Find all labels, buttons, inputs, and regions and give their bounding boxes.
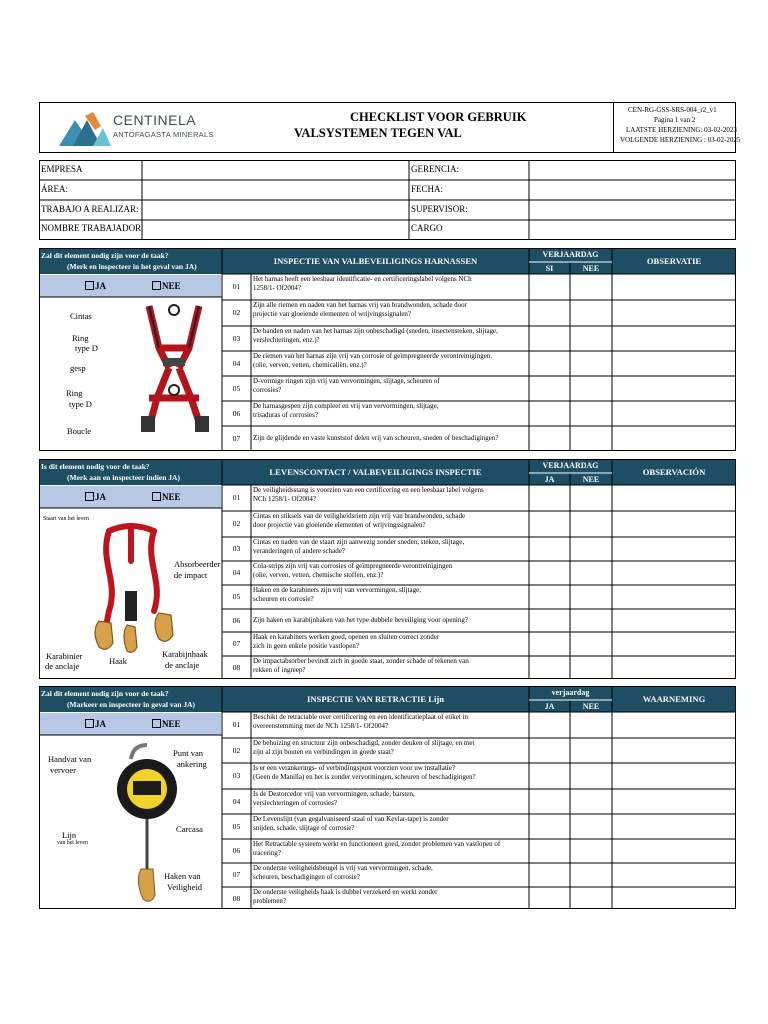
item-text: De veiligheidsstang is voorzien van een certificering en een leesbaar label volgens NCh 1258/1- Of2004? (253, 486, 484, 503)
item-no-cell[interactable] (571, 657, 611, 679)
item-no-cell[interactable] (571, 427, 611, 450)
option-yes-box-icon (85, 281, 94, 290)
expired-header: VERJAARDAG (542, 250, 599, 259)
item-number: 02 (232, 519, 241, 528)
item-no-cell[interactable] (571, 275, 611, 299)
option-yes[interactable]: JA (85, 719, 106, 729)
item-no-cell[interactable] (571, 864, 611, 886)
item-observation-cell[interactable] (613, 327, 735, 350)
item-yes-cell[interactable] (530, 657, 569, 679)
item-no-cell[interactable] (571, 486, 611, 510)
item-number: 03 (232, 334, 241, 343)
info-grid (39, 160, 736, 240)
item-yes-cell[interactable] (530, 888, 569, 910)
harness-illustration (119, 298, 229, 450)
section-question: Zal dit element nodig zijn voor de taak? (41, 251, 169, 260)
item-no-cell[interactable] (571, 633, 611, 655)
item-number: 01 (232, 282, 241, 291)
item-observation-cell[interactable] (613, 402, 735, 425)
cargo-field[interactable] (530, 221, 735, 239)
label-punt-1: Punt van (173, 748, 203, 758)
label-punt-2: ankering (177, 759, 207, 769)
item-yes-cell[interactable] (530, 538, 569, 560)
label-haak: Haak (109, 656, 127, 666)
item-observation-cell[interactable] (613, 275, 735, 299)
header-divider-right (613, 102, 614, 153)
supervisor-field[interactable] (530, 201, 735, 219)
label-lijn: Lijn (62, 830, 77, 840)
option-yes[interactable]: JA (85, 281, 106, 291)
item-observation-cell[interactable] (613, 427, 735, 450)
item-observation-cell[interactable] (613, 301, 735, 325)
observation-header: WAARNEMING (642, 694, 706, 704)
item-observation-cell[interactable] (613, 562, 735, 584)
item-text: Beschikt de retractable over certificering en een identificatieplaat of etiket in overeenstemming met de NCh 1258/1- Of2004? (253, 713, 468, 730)
doc-last-revision: LAATSTE HERZIENING: 03-02-2023 (626, 126, 737, 134)
item-text: Zijn de glijdende en vaste kunststof delen vrij van scheuren, sneden of beschadigingen? (253, 434, 499, 442)
item-number: 05 (232, 592, 241, 601)
trabajo-field[interactable] (143, 201, 408, 219)
item-yes-cell[interactable] (530, 427, 569, 450)
section-title: INSPECTIE VAN VALBEVEILIGINGS HARNASSEN (273, 256, 478, 266)
item-number: 01 (232, 720, 241, 729)
item-no-cell[interactable] (571, 610, 611, 631)
item-yes-cell[interactable] (530, 864, 569, 886)
label-cintas: Cintas (70, 311, 92, 321)
item-number: 06 (232, 409, 241, 418)
doc-code: CEN-RG-GSS-SRS-004_r2_v1 (628, 106, 717, 114)
item-yes-cell[interactable] (530, 610, 569, 631)
item-number: 02 (232, 308, 241, 317)
item-number: 05 (232, 822, 241, 831)
item-observation-cell[interactable] (613, 657, 735, 679)
option-no[interactable]: NEE (152, 719, 181, 729)
item-number: 08 (232, 894, 241, 903)
item-observation-cell[interactable] (613, 790, 735, 813)
item-yes-cell[interactable] (530, 815, 569, 838)
section-harness (39, 248, 736, 451)
item-text: Het Retractable systeem werkt en functioneert goed, zonder problemen van vastlopen of tracering? (253, 840, 501, 857)
label-handvat-1: Handvat van (48, 754, 92, 764)
doc-page: Pagina 1 van 2 (654, 116, 696, 124)
section-question: Zal dit element nodig zijn voor de taak? (41, 689, 169, 698)
section-question-hint: (Merk en inspecteer in het geval van JA) (67, 262, 197, 271)
doc-next-revision: VOLGENDE HERZIENING : 03-02-2025 (620, 136, 741, 144)
section-question-hint: (Markeer en inspecteer in geval van JA) (67, 700, 196, 709)
label-ring-d-1b: type D (75, 343, 98, 353)
item-no-cell[interactable] (571, 352, 611, 375)
item-no-cell[interactable] (571, 586, 611, 608)
item-no-cell[interactable] (571, 713, 611, 737)
section-question: Is dit element nodig voor de taak? (41, 462, 150, 471)
empresa-field[interactable] (143, 161, 408, 179)
item-text: De harnasgespen zijn compleet en vrij van vervormingen, slijtage, trisaduras of corrosies? (253, 402, 439, 419)
item-observation-cell[interactable] (613, 610, 735, 631)
nombre-label: NOMBRE TRABAJADOR (41, 223, 142, 233)
fecha-field[interactable] (530, 181, 735, 199)
section-lanyard (39, 459, 736, 679)
item-observation-cell[interactable] (613, 586, 735, 608)
item-yes-cell[interactable] (530, 486, 569, 510)
item-text: Cintas en naden van de staart zijn aanwezig zonder sneden, steken, slijtage, veranderingen of andere schade? (253, 538, 465, 555)
label-boucle: Boucle (67, 426, 92, 436)
option-yes-box-icon (85, 719, 94, 728)
item-yes-cell[interactable] (530, 562, 569, 584)
label-karabiner-2b: de anclaje (165, 660, 200, 670)
item-text: Zijn haken en karabijnhaken van het type dubbele beveiliging voor opening? (253, 616, 468, 624)
label-staart: Staart van het leven (43, 516, 89, 522)
item-observation-cell[interactable] (613, 764, 735, 788)
expired-header: VERJAARDAG (542, 461, 599, 470)
no-column-header: NEE (582, 475, 600, 484)
label-karabiner-1b: de anclaje (45, 661, 80, 671)
label-ring-d-2b: type D (69, 399, 92, 409)
item-text: De onderste veiligheidsbeugel is vrij van vervormingen, schade, scheuren, beschadigingen of corrosie? (253, 864, 433, 881)
area-field[interactable] (143, 181, 408, 199)
item-observation-cell[interactable] (613, 815, 735, 838)
item-text: De Levenslijn (van gegalvaniseerd staal of van Kevlar-tape) is zonder snijden, schade, slijtage of corrosie? (253, 815, 449, 832)
item-no-cell[interactable] (571, 562, 611, 584)
label-karabiner-1a: Karabinier (46, 651, 83, 661)
item-observation-cell[interactable] (613, 377, 735, 400)
doc-title-line1: CHECKLIST VOOR GEBRUIK (350, 110, 527, 124)
item-yes-cell[interactable] (530, 275, 569, 299)
item-no-cell[interactable] (571, 327, 611, 350)
observation-header: OBSERVACIÓN (642, 467, 706, 477)
label-carcasa: Carcasa (176, 824, 203, 834)
item-no-cell[interactable] (571, 402, 611, 425)
item-text: Haak en karabiners werken goed, openen en sluiten correct zonder zich in geen enkele positie vastlopen? (253, 633, 440, 650)
section-question-hint: (Merk aan en inspecteer indien JA) (67, 473, 180, 482)
item-observation-cell[interactable] (613, 352, 735, 375)
item-yes-cell[interactable] (530, 739, 569, 762)
item-yes-cell[interactable] (530, 790, 569, 813)
item-text: Haken en de karabiners zijn vrij van vervormingen, slijtage, scheuren en corrosie? (253, 586, 421, 603)
item-text: De impactabsorber bevindt zich in goede staat, zonder schade of tekenen van rekken of ingreep? (253, 657, 469, 674)
item-yes-cell[interactable] (530, 713, 569, 737)
option-no[interactable]: NEE (152, 492, 181, 502)
label-haken-1: Haken van (164, 871, 201, 881)
trabajo-label: TRABAJO A REALIZAR: (41, 204, 139, 214)
item-number: 04 (232, 797, 241, 806)
item-observation-cell[interactable] (613, 633, 735, 655)
section-title: LEVENSCONTACT / VALBEVEILIGINGS INSPECTIE (269, 467, 482, 477)
supervisor-label: SUPERVISOR: (411, 204, 468, 214)
item-observation-cell[interactable] (613, 538, 735, 560)
cargo-label: CARGO (411, 223, 443, 233)
item-observation-cell[interactable] (613, 864, 735, 886)
item-no-cell[interactable] (571, 888, 611, 910)
item-observation-cell[interactable] (613, 512, 735, 536)
area-label: ÁREA: (41, 184, 68, 194)
gerencia-field[interactable] (530, 161, 735, 179)
item-observation-cell[interactable] (613, 888, 735, 910)
item-number: 02 (232, 746, 241, 755)
option-no-box-icon (152, 281, 161, 290)
item-number: 07 (232, 870, 241, 879)
item-text: Zijn alle riemen en naden van het harnas vrij van brandwonden, schade door projectie van gloeiende elementen of wrijvingssignalen? (253, 301, 468, 318)
logo-mark-icon (55, 108, 115, 148)
item-number: 08 (232, 663, 241, 672)
nombre-field[interactable] (143, 221, 408, 239)
item-no-cell[interactable] (571, 840, 611, 862)
item-text: De onderste veiligheids haak is dubbel verzekerd en werkt zonder problemen? (253, 888, 438, 905)
label-ring-d-1a: Ring (72, 333, 89, 343)
fecha-label: FECHA: (411, 184, 444, 194)
item-text: Cintas en stiksels van de veiligheidsriem zijn vrij van brandwonden, schade door projectie van gloeiende elementen of wrijvingssignalen? (253, 512, 466, 529)
yes-column-header: SI (545, 264, 554, 273)
centinela-logo (55, 108, 215, 148)
item-text: De banden en naden van het harnas zijn onbeschadigd (sneden, insectensteken, slijtage, verslechteringen, enz.)? (253, 327, 498, 344)
item-no-cell[interactable] (571, 815, 611, 838)
item-text: Is er een verankerings- of verbindingspunt voorzien voor uw installatie? (Geen de Manilla) en het is zonder vervormingen, scheuren of beschadigingen? (253, 764, 476, 781)
item-yes-cell[interactable] (530, 352, 569, 375)
label-lijn-sub: van het leven (57, 840, 88, 846)
item-yes-cell[interactable] (530, 633, 569, 655)
item-yes-cell[interactable] (530, 327, 569, 350)
item-number: 06 (232, 846, 241, 855)
lanyard-illustration (79, 521, 204, 656)
label-ring-d-2a: Ring (66, 388, 83, 398)
item-yes-cell[interactable] (530, 402, 569, 425)
logo-sub: ANTOFAGASTA MINERALS (113, 130, 214, 139)
option-yes[interactable]: JA (85, 492, 106, 502)
item-no-cell[interactable] (571, 512, 611, 536)
item-yes-cell[interactable] (530, 764, 569, 788)
option-no-box-icon (152, 719, 161, 728)
label-absorber-2: de impact (174, 570, 208, 580)
item-yes-cell[interactable] (530, 301, 569, 325)
item-text: D-vormige ringen zijn vrij van vervormingen, slijtage, scheuren of corrosies? (253, 377, 440, 394)
item-number: 03 (232, 544, 241, 553)
expired-header: verjaardag (551, 688, 590, 697)
item-number: 04 (232, 359, 241, 368)
item-no-cell[interactable] (571, 764, 611, 788)
item-text: Het harnas heeft een leesbaar identificatie- en certificeringslabel volgens NCh 1258/1- Of2004? (253, 275, 472, 292)
item-number: 01 (232, 493, 241, 502)
item-yes-cell[interactable] (530, 840, 569, 862)
option-yes-box-icon (85, 492, 94, 501)
item-yes-cell[interactable] (530, 512, 569, 536)
label-karabiner-2a: Karabijnhaak (162, 649, 208, 659)
label-haken-2: Veiligheid (167, 882, 202, 892)
logo-name: CENTINELA (113, 112, 197, 128)
yes-column-header: JA (544, 702, 555, 711)
item-no-cell[interactable] (571, 739, 611, 762)
item-text: Is de Destorcedor vrij van vervormingen, schade, barsten, verslechteringen of corrosies? (253, 790, 415, 807)
item-observation-cell[interactable] (613, 739, 735, 762)
empresa-label: EMPRESA (41, 164, 83, 174)
observation-header: OBSERVATIE (646, 256, 702, 266)
item-no-cell[interactable] (571, 377, 611, 400)
item-observation-cell[interactable] (613, 840, 735, 862)
item-observation-cell[interactable] (613, 486, 735, 510)
option-no[interactable]: NEE (152, 281, 181, 291)
no-column-header: NEE (582, 264, 600, 273)
item-number: 07 (232, 434, 241, 443)
label-absorber-1: Absorbeerder (174, 559, 221, 569)
item-number: 04 (232, 568, 241, 577)
item-text: De behuizing en structuur zijn onbeschadigd, zonder deuken of slijtage, en met zijn al zijn bouten en verbindingen in goede staat? (253, 739, 475, 756)
item-text: De riemen van het harnas zijn vrij van corrosie of geïmpregneerde verontreinigingen. (olie, verven, vetten, chemicaliën, enz.)? (253, 352, 493, 369)
item-number: 03 (232, 771, 241, 780)
item-number: 06 (232, 616, 241, 625)
item-yes-cell[interactable] (530, 377, 569, 400)
doc-title-line2: VALSYSTEMEN TEGEN VAL (294, 126, 462, 140)
item-text: Cola-strips zijn vrij van corrosies of geïmpregneerde verontreinigingen (olie, verven, vetten, chemische stoffen, enz.)? (253, 562, 453, 579)
no-column-header: NEE (582, 702, 600, 711)
item-number: 05 (232, 384, 241, 393)
item-no-cell[interactable] (571, 301, 611, 325)
label-handvat-2: vervoer (50, 765, 76, 775)
item-no-cell[interactable] (571, 538, 611, 560)
gerencia-label: GERENCIA: (411, 164, 459, 174)
yes-column-header: JA (544, 475, 555, 484)
item-number: 07 (232, 639, 241, 648)
label-gesp: gesp (70, 363, 86, 373)
item-no-cell[interactable] (571, 790, 611, 813)
item-yes-cell[interactable] (530, 586, 569, 608)
option-no-box-icon (152, 492, 161, 501)
section-retractable (39, 686, 736, 909)
section-title: INSPECTIE VAN RETRACTIE Lijn (307, 694, 444, 704)
item-observation-cell[interactable] (613, 713, 735, 737)
